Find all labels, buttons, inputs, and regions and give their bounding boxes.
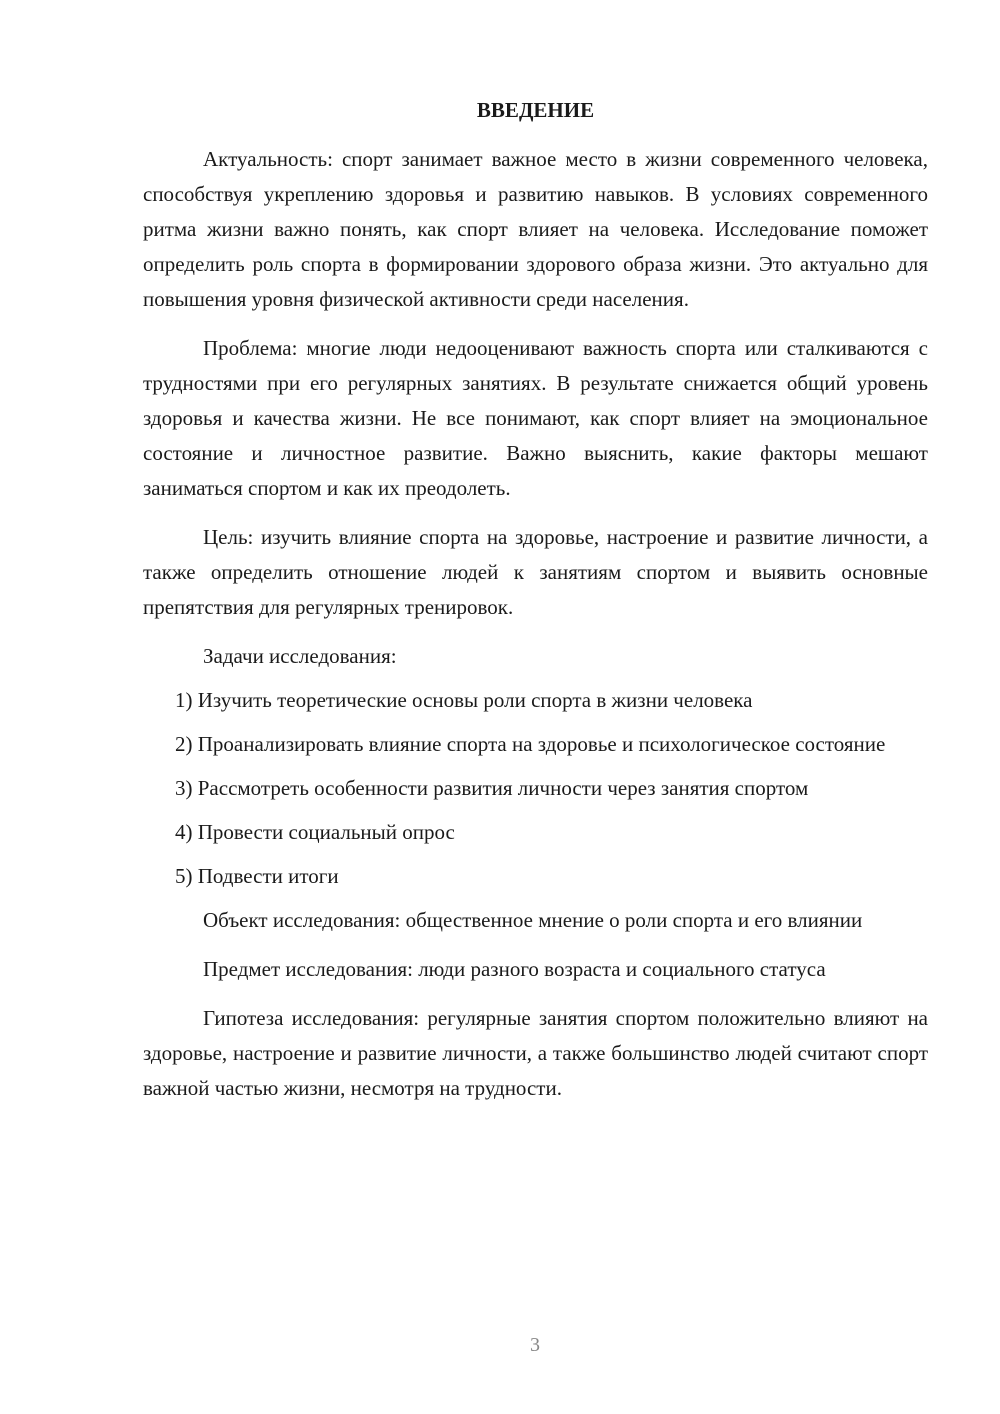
hypothesis-paragraph: Гипотеза исследования: регулярные занятия спортом положительно влияют на здоровье, настроение и развитие личности, а также большинство людей считают спорт важной частью жизни, несмотря на трудности.	[143, 1006, 928, 1100]
task-item: 4) Провести социальный опрос	[175, 820, 455, 844]
task-item: 2) Проанализировать влияние спорта на здоровье и психологическое состояние	[175, 732, 886, 756]
subject-paragraph: Предмет исследования: люди разного возраста и социального статуса	[203, 957, 826, 981]
relevance-paragraph: Актуальность: спорт занимает важное место в жизни современного человека, способствуя укреплению здоровья и развитию навыков. В условиях современного ритма жизни важно понять, как спорт влияет на человека. Исследование поможет определить роль спорта в формировании здорового образа жизни. Это актуально для повышения уровня физической активности среди населения.	[143, 147, 928, 311]
section-title: ВВЕДЕНИЕ	[476, 98, 595, 122]
task-item: 5) Подвести итоги	[175, 864, 339, 888]
task-item: 3) Рассмотреть особенности развития личности через занятия спортом	[175, 776, 809, 800]
goal-paragraph: Цель: изучить влияние спорта на здоровье, настроение и развитие личности, а также определить отношение людей к занятиям спортом и выявить основные препятствия для регулярных тренировок.	[143, 525, 928, 619]
tasks-heading: Задачи исследования:	[203, 644, 397, 668]
document-page	[143, 93, 928, 1120]
page-number: 3	[530, 1334, 540, 1356]
problem-paragraph: Проблема: многие люди недооценивают важность спорта или сталкиваются с трудностями при его регулярных занятиях. В результате снижается общий уровень здоровья и качества жизни. Не все понимают, как спорт влияет на эмоциональное состояние и личностное развитие. Важно выяснить, какие факторы мешают заниматься спортом и как их преодолеть.	[143, 336, 928, 500]
tasks-list	[143, 683, 928, 894]
object-paragraph: Объект исследования: общественное мнение о роли спорта и его влиянии	[203, 908, 863, 932]
task-item: 1) Изучить теоретические основы роли спорта в жизни человека	[175, 688, 753, 712]
